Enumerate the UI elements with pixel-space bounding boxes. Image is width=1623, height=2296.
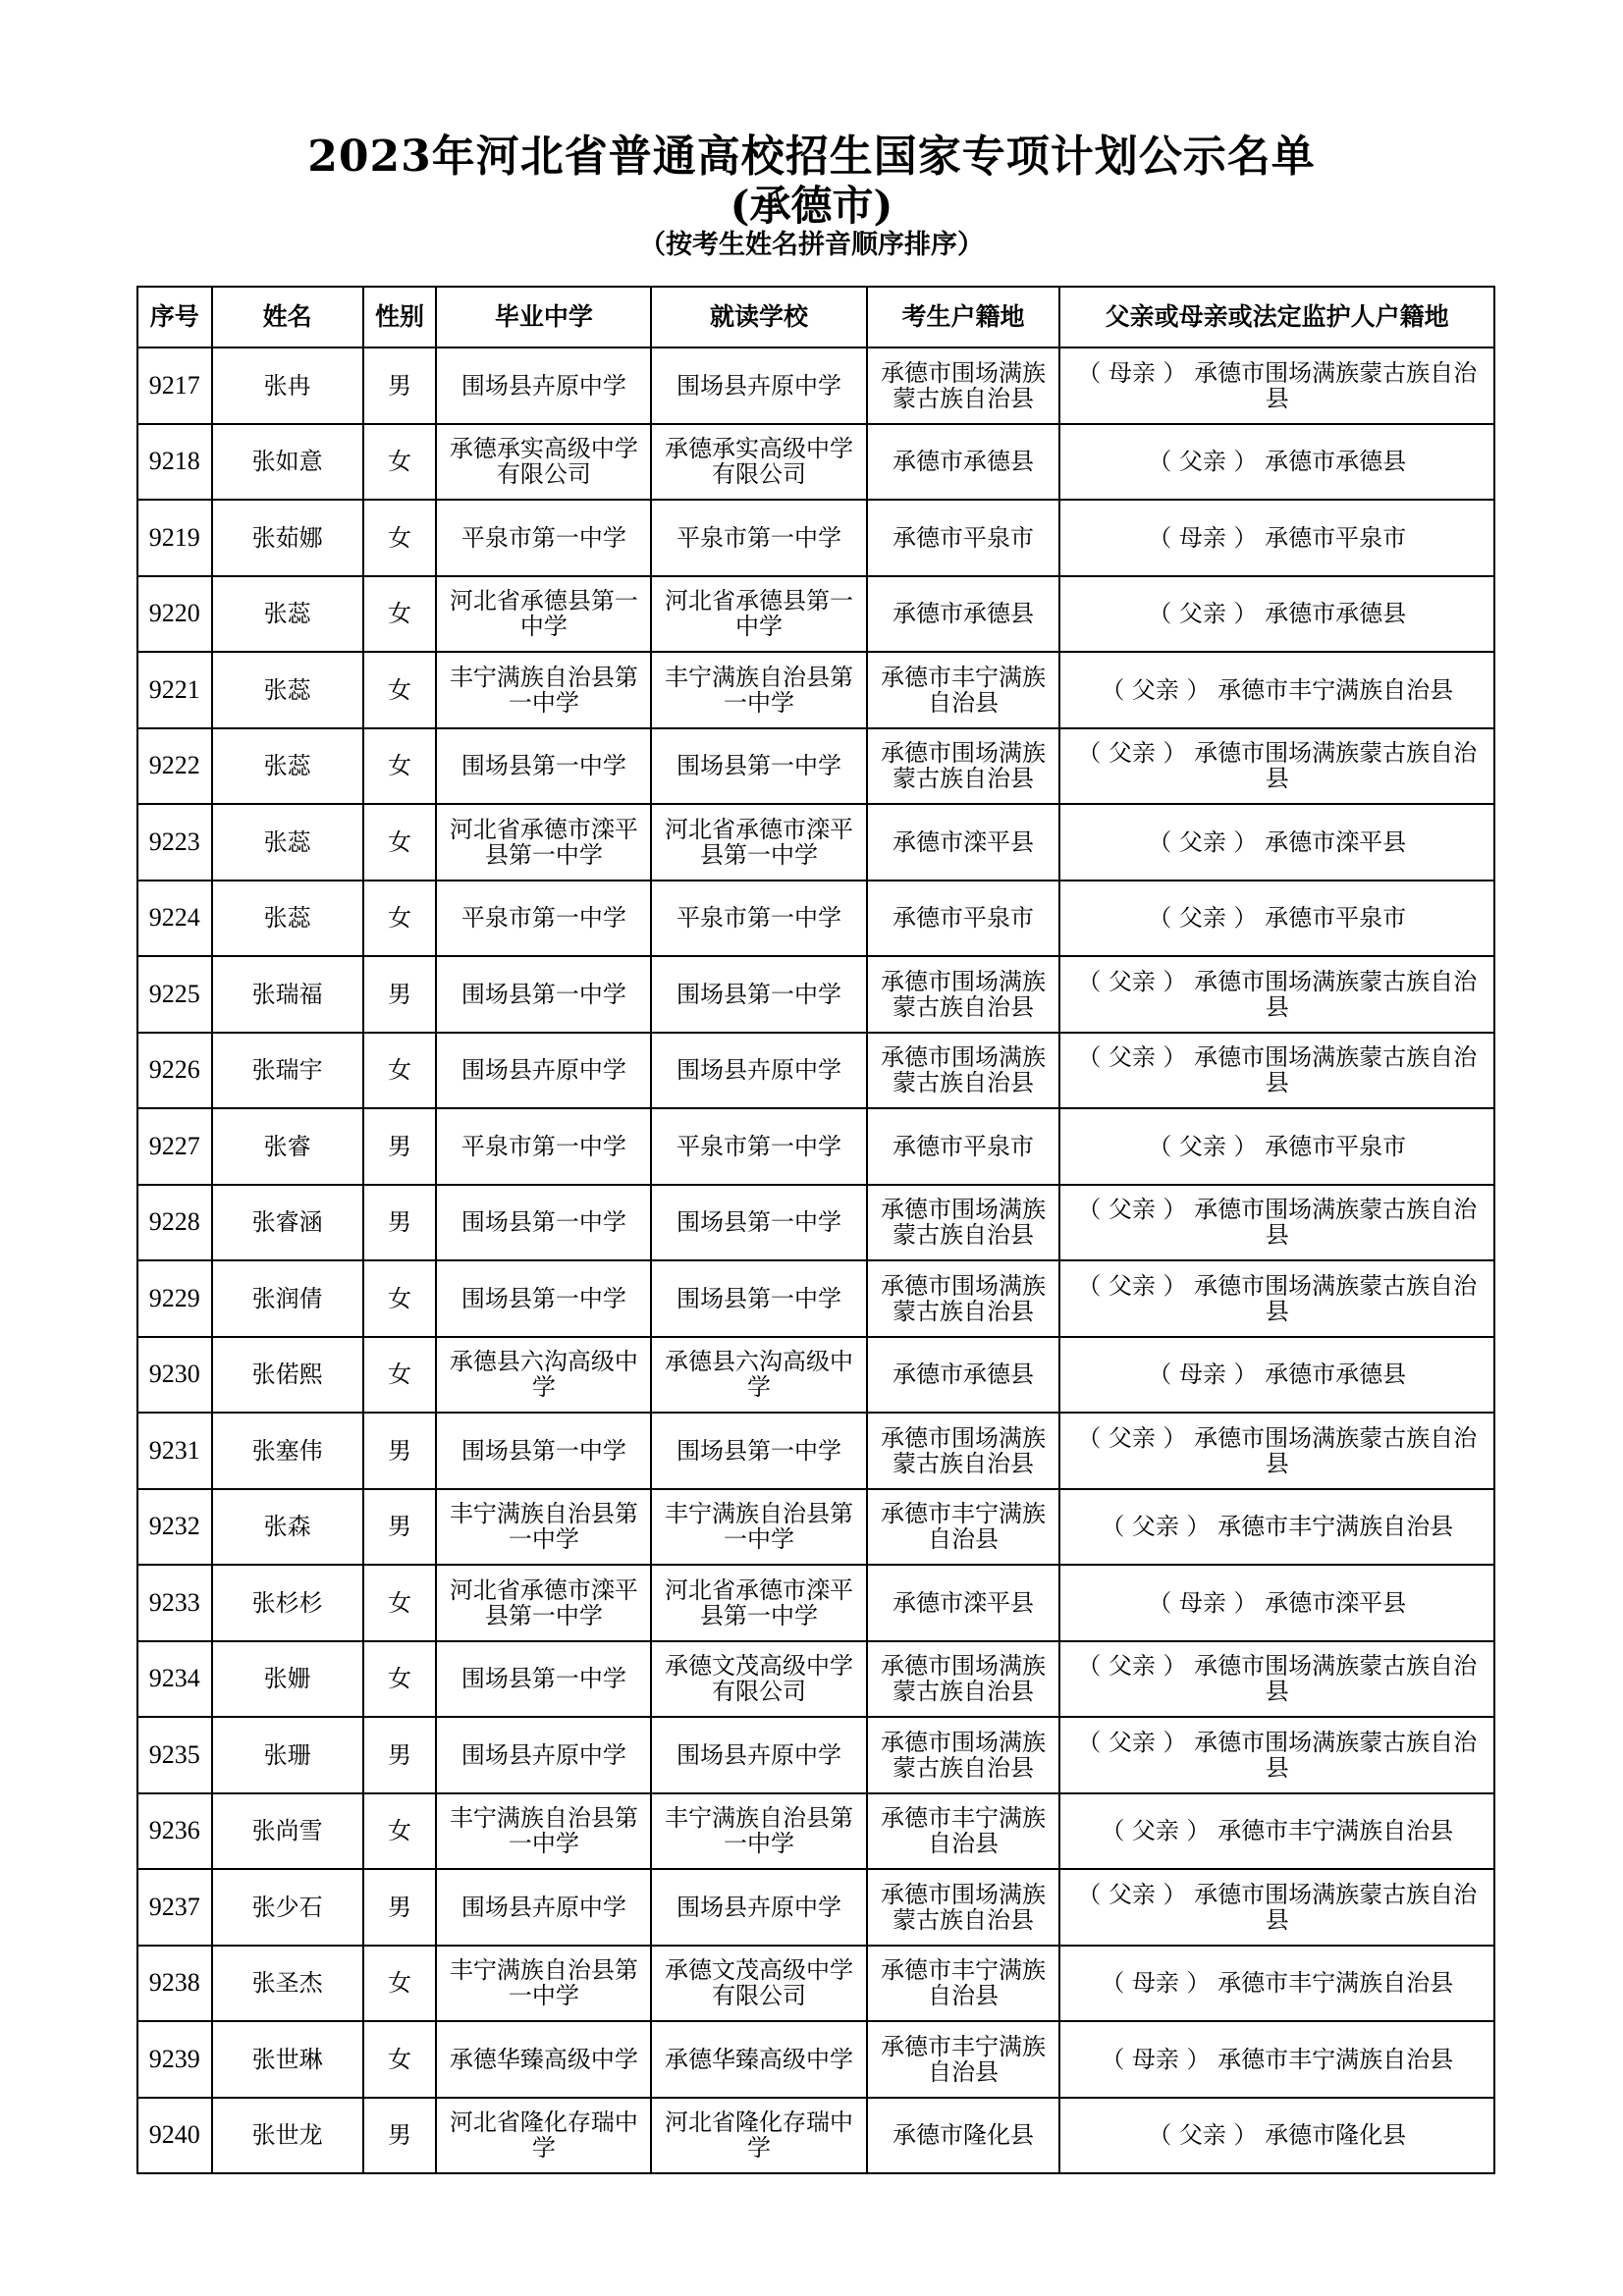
cell-grad-school: 围场县卉原中学	[436, 1717, 651, 1793]
cell-id: 9225	[137, 956, 212, 1033]
cell-residence: 承德市围场满族蒙古族自治县	[867, 728, 1060, 805]
table-row	[137, 956, 1494, 1033]
cell-id: 9235	[137, 1717, 212, 1793]
cell-current-school: 承德县六沟高级中学	[651, 1337, 866, 1414]
cell-id: 9238	[137, 1946, 212, 2022]
cell-name: 张蕊	[212, 652, 363, 728]
cell-id: 9234	[137, 1641, 212, 1718]
cell-id: 9217	[137, 347, 212, 424]
cell-guardian	[1059, 576, 1494, 653]
cell-grad-school: 平泉市第一中学	[436, 881, 651, 957]
cell-residence: 承德市围场满族蒙古族自治县	[867, 1185, 1060, 1261]
cell-grad-school: 承德承实高级中学有限公司	[436, 424, 651, 501]
cell-residence: 承德市丰宁满族自治县	[867, 1793, 1060, 1870]
cell-current-school: 承德华臻高级中学	[651, 2021, 866, 2098]
cell-gender: 女	[363, 1260, 436, 1337]
cell-grad-school: 丰宁满族自治县第一中学	[436, 652, 651, 728]
cell-current-school: 丰宁满族自治县第一中学	[651, 1489, 866, 1566]
guardian-residence: 承德市围场满族蒙古族自治县	[1194, 1196, 1478, 1250]
cell-gender: 男	[363, 2098, 436, 2174]
cell-gender: 女	[363, 1946, 436, 2022]
roster-table	[136, 286, 1495, 2174]
guardian-relation: （ 父亲 ）	[1077, 1196, 1187, 1224]
guardian-relation: （ 父亲 ）	[1148, 600, 1258, 628]
table-row	[137, 652, 1494, 728]
table-row	[137, 347, 1494, 424]
cell-name: 张茹娜	[212, 500, 363, 576]
col-header-name: 姓名	[212, 287, 363, 347]
cell-current-school: 围场县卉原中学	[651, 1869, 866, 1946]
cell-guardian	[1059, 2021, 1494, 2098]
guardian-relation: （ 父亲 ）	[1077, 1271, 1187, 1300]
cell-residence: 承德市隆化县	[867, 2098, 1060, 2174]
cell-name: 张润倩	[212, 1260, 363, 1337]
guardian-relation: （ 父亲 ）	[1148, 2121, 1258, 2150]
sort-note: （按考生姓名拼音顺序排序）	[639, 230, 984, 260]
cell-guardian	[1059, 728, 1494, 805]
guardian-residence: 承德市承德县	[1265, 600, 1407, 628]
cell-residence: 承德市承德县	[867, 424, 1060, 501]
cell-grad-school: 平泉市第一中学	[436, 500, 651, 576]
cell-gender: 女	[363, 881, 436, 957]
cell-current-school: 平泉市第一中学	[651, 500, 866, 576]
guardian-relation: （ 父亲 ）	[1077, 1880, 1187, 1908]
guardian-relation: （ 父亲 ）	[1148, 904, 1258, 933]
table-row	[137, 1337, 1494, 1414]
cell-name: 张蕊	[212, 881, 363, 957]
guardian-residence: 承德市丰宁满族自治县	[1217, 1513, 1454, 1541]
cell-id: 9239	[137, 2021, 212, 2098]
cell-current-school: 围场县卉原中学	[651, 347, 866, 424]
table-row	[137, 1565, 1494, 1641]
cell-name: 张少石	[212, 1869, 363, 1946]
cell-residence: 承德市丰宁满族自治县	[867, 2021, 1060, 2098]
cell-guardian	[1059, 1413, 1494, 1489]
guardian-residence: 承德市围场满族蒙古族自治县	[1194, 739, 1478, 793]
guardian-residence: 承德市围场满族蒙古族自治县	[1194, 1652, 1478, 1706]
guardian-residence: 承德市围场满族蒙古族自治县	[1194, 1043, 1478, 1097]
cell-gender: 女	[363, 728, 436, 805]
cell-guardian	[1059, 1869, 1494, 1946]
cell-residence: 承德市围场满族蒙古族自治县	[867, 347, 1060, 424]
cell-name: 张珊	[212, 1717, 363, 1793]
guardian-relation: （ 父亲 ）	[1077, 967, 1187, 995]
cell-current-school: 围场县第一中学	[651, 956, 866, 1033]
guardian-residence: 承德市围场满族蒙古族自治县	[1194, 967, 1478, 1021]
region-subtitle: (承德市)	[730, 182, 893, 230]
table-row	[137, 1260, 1494, 1337]
cell-name: 张森	[212, 1489, 363, 1566]
guardian-residence: 承德市围场满族蒙古族自治县	[1194, 358, 1478, 412]
cell-name: 张睿	[212, 1108, 363, 1185]
cell-id: 9236	[137, 1793, 212, 1870]
guardian-relation: （ 父亲 ）	[1148, 448, 1258, 476]
guardian-relation: （ 父亲 ）	[1077, 1043, 1187, 1072]
col-header-id: 序号	[137, 287, 212, 347]
cell-name: 张塞伟	[212, 1413, 363, 1489]
cell-current-school: 承德文茂高级中学有限公司	[651, 1946, 866, 2022]
cell-guardian	[1059, 804, 1494, 881]
cell-guardian	[1059, 1946, 1494, 2022]
cell-name: 张圣杰	[212, 1946, 363, 2022]
cell-gender: 女	[363, 2021, 436, 2098]
cell-grad-school: 围场县卉原中学	[436, 1033, 651, 1109]
cell-name: 张世琳	[212, 2021, 363, 2098]
col-header-grad-school: 毕业中学	[436, 287, 651, 347]
cell-id: 9224	[137, 881, 212, 957]
guardian-residence: 承德市丰宁满族自治县	[1217, 2045, 1454, 2073]
cell-current-school: 丰宁满族自治县第一中学	[651, 1793, 866, 1870]
cell-guardian	[1059, 1489, 1494, 1566]
cell-grad-school: 承德县六沟高级中学	[436, 1337, 651, 1414]
cell-id: 9219	[137, 500, 212, 576]
table-row	[137, 728, 1494, 805]
guardian-relation: （ 母亲 ）	[1101, 2045, 1211, 2073]
cell-residence: 承德市围场满族蒙古族自治县	[867, 1260, 1060, 1337]
cell-grad-school: 围场县第一中学	[436, 1185, 651, 1261]
cell-id: 9223	[137, 804, 212, 881]
guardian-relation: （ 母亲 ）	[1101, 1969, 1211, 1998]
cell-grad-school: 河北省承德市滦平县第一中学	[436, 804, 651, 881]
cell-grad-school: 承德华臻高级中学	[436, 2021, 651, 2098]
cell-gender: 男	[363, 1108, 436, 1185]
cell-grad-school: 围场县第一中学	[436, 728, 651, 805]
cell-name: 张蕊	[212, 576, 363, 653]
cell-grad-school: 围场县第一中学	[436, 1413, 651, 1489]
cell-grad-school: 平泉市第一中学	[436, 1108, 651, 1185]
guardian-residence: 承德市承德县	[1265, 1361, 1407, 1389]
cell-guardian	[1059, 500, 1494, 576]
cell-guardian	[1059, 2098, 1494, 2174]
cell-gender: 男	[363, 1185, 436, 1261]
cell-gender: 女	[363, 1337, 436, 1414]
guardian-residence: 承德市丰宁满族自治县	[1217, 1969, 1454, 1998]
cell-gender: 男	[363, 1489, 436, 1566]
cell-guardian	[1059, 1793, 1494, 1870]
table-row	[137, 1185, 1494, 1261]
cell-name: 张蕊	[212, 728, 363, 805]
cell-guardian	[1059, 347, 1494, 424]
cell-name: 张蕊	[212, 804, 363, 881]
table-row	[137, 1641, 1494, 1718]
col-header-guardian-residence: 父亲或母亲或法定监护人户籍地	[1059, 287, 1494, 347]
cell-gender: 女	[363, 1793, 436, 1870]
cell-gender: 女	[363, 1641, 436, 1718]
col-header-gender: 性别	[363, 287, 436, 347]
guardian-residence: 承德市围场满族蒙古族自治县	[1194, 1728, 1478, 1782]
cell-current-school: 围场县第一中学	[651, 728, 866, 805]
cell-current-school: 河北省承德市滦平县第一中学	[651, 1565, 866, 1641]
cell-grad-school: 河北省承德市滦平县第一中学	[436, 1565, 651, 1641]
guardian-residence: 承德市隆化县	[1265, 2121, 1407, 2150]
cell-grad-school: 围场县第一中学	[436, 956, 651, 1033]
guardian-relation: （ 母亲 ）	[1148, 523, 1258, 552]
cell-guardian	[1059, 1717, 1494, 1793]
cell-guardian	[1059, 652, 1494, 728]
cell-guardian	[1059, 1108, 1494, 1185]
cell-gender: 男	[363, 347, 436, 424]
cell-name: 张瑞宇	[212, 1033, 363, 1109]
cell-guardian	[1059, 1185, 1494, 1261]
table-row	[137, 1108, 1494, 1185]
cell-guardian	[1059, 1565, 1494, 1641]
header-row	[137, 287, 1494, 347]
cell-residence: 承德市平泉市	[867, 1108, 1060, 1185]
cell-residence: 承德市丰宁满族自治县	[867, 1489, 1060, 1566]
cell-grad-school: 围场县卉原中学	[436, 347, 651, 424]
cell-residence: 承德市丰宁满族自治县	[867, 652, 1060, 728]
cell-id: 9231	[137, 1413, 212, 1489]
table-row	[137, 576, 1494, 653]
cell-residence: 承德市平泉市	[867, 500, 1060, 576]
table-row	[137, 881, 1494, 957]
cell-name: 张尚雪	[212, 1793, 363, 1870]
table-row	[137, 1717, 1494, 1793]
cell-grad-school: 河北省承德县第一中学	[436, 576, 651, 653]
cell-id: 9233	[137, 1565, 212, 1641]
cell-current-school: 围场县卉原中学	[651, 1717, 866, 1793]
cell-current-school: 承德文茂高级中学有限公司	[651, 1641, 866, 1718]
guardian-relation: （ 父亲 ）	[1077, 1728, 1187, 1756]
cell-grad-school: 丰宁满族自治县第一中学	[436, 1793, 651, 1870]
guardian-residence: 承德市承德县	[1265, 448, 1407, 476]
table-row	[137, 1033, 1494, 1109]
cell-gender: 女	[363, 500, 436, 576]
cell-name: 张瑞福	[212, 956, 363, 1033]
guardian-residence: 承德市丰宁满族自治县	[1217, 1817, 1454, 1845]
cell-current-school: 围场县第一中学	[651, 1185, 866, 1261]
cell-current-school: 围场县第一中学	[651, 1413, 866, 1489]
guardian-residence: 承德市围场满族蒙古族自治县	[1194, 1423, 1478, 1477]
cell-name: 张睿涵	[212, 1185, 363, 1261]
table-row	[137, 1946, 1494, 2022]
cell-residence: 承德市丰宁满族自治县	[867, 1946, 1060, 2022]
guardian-relation: （ 父亲 ）	[1148, 828, 1258, 856]
table-row	[137, 804, 1494, 881]
guardian-residence: 承德市滦平县	[1265, 1588, 1407, 1617]
guardian-relation: （ 母亲 ）	[1148, 1361, 1258, 1389]
table-row	[137, 1489, 1494, 1566]
cell-current-school: 河北省承德县第一中学	[651, 576, 866, 653]
cell-current-school: 河北省隆化存瑞中学	[651, 2098, 866, 2174]
guardian-relation: （ 父亲 ）	[1077, 1423, 1187, 1452]
cell-guardian	[1059, 1260, 1494, 1337]
cell-residence: 承德市围场满族蒙古族自治县	[867, 1869, 1060, 1946]
cell-residence: 承德市围场满族蒙古族自治县	[867, 1641, 1060, 1718]
cell-residence: 承德市滦平县	[867, 804, 1060, 881]
cell-residence: 承德市滦平县	[867, 1565, 1060, 1641]
cell-gender: 女	[363, 652, 436, 728]
cell-gender: 男	[363, 1869, 436, 1946]
cell-gender: 女	[363, 576, 436, 653]
cell-guardian	[1059, 1641, 1494, 1718]
table-row	[137, 424, 1494, 501]
cell-gender: 男	[363, 956, 436, 1033]
guardian-relation: （ 父亲 ）	[1101, 675, 1211, 704]
guardian-relation: （ 父亲 ）	[1101, 1513, 1211, 1541]
cell-gender: 女	[363, 424, 436, 501]
guardian-residence: 承德市围场满族蒙古族自治县	[1194, 1880, 1478, 1934]
guardian-residence: 承德市平泉市	[1265, 1132, 1407, 1160]
cell-id: 9237	[137, 1869, 212, 1946]
cell-grad-school: 丰宁满族自治县第一中学	[436, 1489, 651, 1566]
cell-guardian	[1059, 1337, 1494, 1414]
cell-current-school: 围场县第一中学	[651, 1260, 866, 1337]
cell-guardian	[1059, 881, 1494, 957]
cell-id: 9230	[137, 1337, 212, 1414]
roster-body	[137, 347, 1494, 2173]
cell-residence: 承德市平泉市	[867, 881, 1060, 957]
table-row	[137, 1413, 1494, 1489]
guardian-relation: （ 父亲 ）	[1101, 1817, 1211, 1845]
cell-residence: 承德市承德县	[867, 576, 1060, 653]
cell-grad-school: 围场县第一中学	[436, 1260, 651, 1337]
cell-name: 张姗	[212, 1641, 363, 1718]
cell-residence: 承德市围场满族蒙古族自治县	[867, 956, 1060, 1033]
cell-gender: 女	[363, 1033, 436, 1109]
table-row	[137, 1793, 1494, 1870]
guardian-relation: （ 母亲 ）	[1077, 358, 1187, 387]
cell-id: 9220	[137, 576, 212, 653]
cell-grad-school: 河北省隆化存瑞中学	[436, 2098, 651, 2174]
guardian-residence: 承德市丰宁满族自治县	[1217, 675, 1454, 704]
cell-residence: 承德市围场满族蒙古族自治县	[867, 1717, 1060, 1793]
cell-current-school: 平泉市第一中学	[651, 1108, 866, 1185]
cell-name: 张杉杉	[212, 1565, 363, 1641]
cell-residence: 承德市承德县	[867, 1337, 1060, 1414]
table-row	[137, 2021, 1494, 2098]
cell-id: 9221	[137, 652, 212, 728]
cell-current-school: 丰宁满族自治县第一中学	[651, 652, 866, 728]
cell-id: 9228	[137, 1185, 212, 1261]
cell-grad-school: 围场县第一中学	[436, 1641, 651, 1718]
cell-name: 张如意	[212, 424, 363, 501]
guardian-relation: （ 母亲 ）	[1148, 1588, 1258, 1617]
cell-residence: 承德市围场满族蒙古族自治县	[867, 1413, 1060, 1489]
cell-id: 9232	[137, 1489, 212, 1566]
cell-guardian	[1059, 956, 1494, 1033]
cell-id: 9226	[137, 1033, 212, 1109]
guardian-relation: （ 父亲 ）	[1148, 1132, 1258, 1160]
col-header-residence: 考生户籍地	[867, 287, 1060, 347]
cell-gender: 女	[363, 1565, 436, 1641]
cell-name: 张偌熙	[212, 1337, 363, 1414]
cell-gender: 男	[363, 1413, 436, 1489]
cell-id: 9227	[137, 1108, 212, 1185]
cell-id: 9222	[137, 728, 212, 805]
cell-name: 张冉	[212, 347, 363, 424]
cell-grad-school: 围场县卉原中学	[436, 1869, 651, 1946]
cell-gender: 男	[363, 1717, 436, 1793]
guardian-relation: （ 父亲 ）	[1077, 1652, 1187, 1681]
cell-current-school: 平泉市第一中学	[651, 881, 866, 957]
guardian-residence: 承德市平泉市	[1265, 523, 1407, 552]
cell-grad-school: 丰宁满族自治县第一中学	[436, 1946, 651, 2022]
page-title: 2023年河北省普通高校招生国家专项计划公示名单	[307, 132, 1316, 182]
cell-guardian	[1059, 424, 1494, 501]
cell-current-school: 承德承实高级中学有限公司	[651, 424, 866, 501]
table-row	[137, 500, 1494, 576]
cell-name: 张世龙	[212, 2098, 363, 2174]
cell-id: 9218	[137, 424, 212, 501]
guardian-residence: 承德市平泉市	[1265, 904, 1407, 933]
cell-current-school: 围场县卉原中学	[651, 1033, 866, 1109]
table-row	[137, 2098, 1494, 2174]
cell-gender: 女	[363, 804, 436, 881]
cell-residence: 承德市围场满族蒙古族自治县	[867, 1033, 1060, 1109]
cell-guardian	[1059, 1033, 1494, 1109]
table-row	[137, 1869, 1494, 1946]
guardian-relation: （ 父亲 ）	[1077, 739, 1187, 768]
guardian-residence: 承德市围场满族蒙古族自治县	[1194, 1271, 1478, 1325]
cell-id: 9240	[137, 2098, 212, 2174]
guardian-residence: 承德市滦平县	[1265, 828, 1407, 856]
cell-id: 9229	[137, 1260, 212, 1337]
cell-current-school: 河北省承德市滦平县第一中学	[651, 804, 866, 881]
col-header-current-school: 就读学校	[651, 287, 866, 347]
